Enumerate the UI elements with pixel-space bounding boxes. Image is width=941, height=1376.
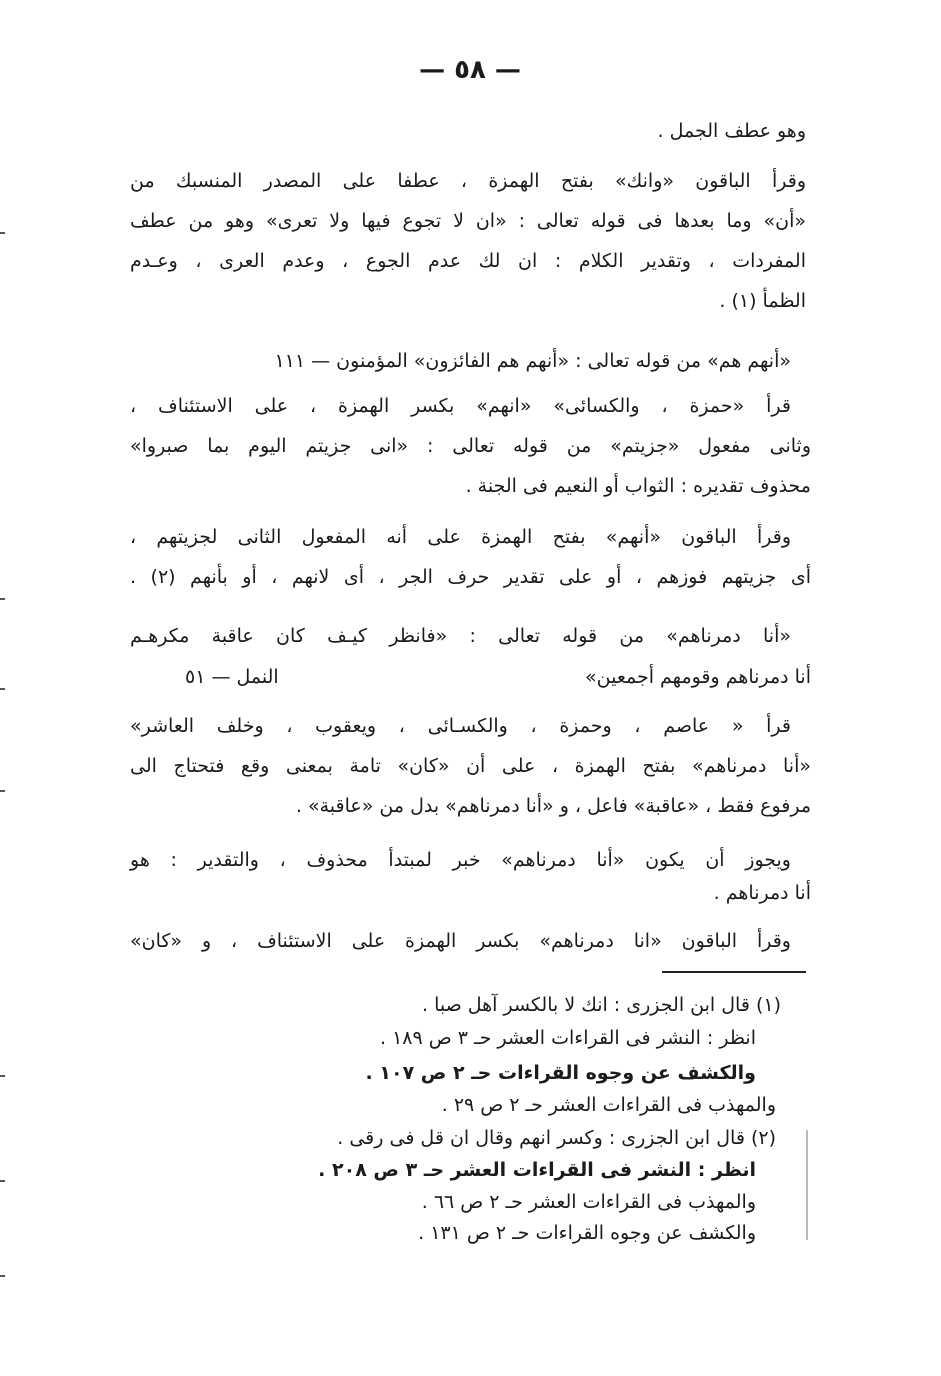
footnote-line: والكشف عن وجوه القراءات حـ ٢ ص ١٠٧ .: [365, 1062, 756, 1084]
text-line: «أنا دمرناهم» بفتح الهمزة ، على أن «كان» تامة بمعنى وقع فتحتاج الى: [130, 755, 811, 777]
text-line: وقرأ الباقون «وانك» بفتح الهمزة ، عطفا على المصدر المنسبك من: [130, 170, 806, 192]
verse-reference: النمل — ٥١: [185, 666, 279, 688]
scan-mark: [0, 1275, 5, 1277]
footnote-separator: [662, 971, 806, 973]
scan-mark: [806, 1130, 808, 1240]
scan-mark: [0, 232, 5, 234]
text-line: وهو عطف الجمل .: [657, 120, 806, 142]
footnote-line: (٢) قال ابن الجزرى : وكسر انهم وقال ان قل فى رقى .: [337, 1127, 776, 1149]
text-line: محذوف تقديره : الثواب أو النعيم فى الجنة .: [465, 475, 811, 497]
footnote-line: انظر : النشر فى القراءات العشر حـ ٣ ص ٢٠٨ .: [318, 1159, 756, 1181]
footnote-line: انظر : النشر فى القراءات العشر حـ ٣ ص ١٨٩ .: [380, 1027, 756, 1049]
text-line: قرأ «حمزة ، والكسائى» «انهم» بكسر الهمزة ، على الاستئناف ،: [130, 395, 791, 417]
scan-mark: [0, 1180, 5, 1182]
text-line: أى جزيتهم فوزهم ، أو على تقدير حرف الجر ، أى لانهم ، أو بأنهم (٢) .: [130, 566, 811, 588]
text-line: وثانى مفعول «جزيتم» من قوله تعالى : «انى جزيتم اليوم بما صبروا»: [130, 435, 811, 457]
text-line: ويجوز أن يكون «أنا دمرناهم» خبر لمبتدأ محذوف ، والتقدير : هو: [130, 849, 791, 871]
text-line: الظمأ (١) .: [719, 290, 806, 312]
scan-mark: [0, 688, 5, 690]
footnote-line: والمهذب فى القراءات العشر حـ ٢ ص ٦٦ .: [421, 1191, 756, 1213]
page-number: — ٥٨ —: [419, 55, 521, 85]
footnote-line: (١) قال ابن الجزرى : انك لا بالكسر آهل صبا .: [421, 994, 781, 1016]
text-line: أنا دمرناهم .: [713, 882, 811, 904]
text-line: قرأ « عاصم ، وحمزة ، والكسـائى ، ويعقوب ، وخلف العاشر»: [130, 715, 791, 737]
footnote-line: والمهذب فى القراءات العشر حـ ٢ ص ٢٩ .: [441, 1094, 776, 1116]
scan-mark: [0, 790, 5, 792]
verse-continuation: أنا دمرناهم وقومهم أجمعين»: [585, 666, 811, 688]
footnote-line: والكشف عن وجوه القراءات حـ ٢ ص ١٣١ .: [418, 1222, 756, 1244]
scan-mark: [0, 1075, 5, 1077]
text-line: «أن» وما بعدها فى قوله تعالى : «ان لا تجوع فيها ولا تعرى» وهو من عطف: [130, 210, 806, 232]
text-line: وقرأ الباقون «انا دمرناهم» بكسر الهمزة على الاستئناف ، و «كان»: [130, 930, 791, 952]
verse-heading: «أنهم هم» من قوله تعالى : «أنهم هم الفائزون» المؤمنون — ١١١: [274, 350, 791, 372]
verse-heading: «أنا دمرناهم» من قوله تعالى : «فانظر كيـف كان عاقبة مكرهـم: [130, 625, 791, 647]
text-line: وقرأ الباقون «أنهم» بفتح الهمزة على أنه المفعول الثانى لجزيتهم ،: [130, 526, 791, 548]
scan-mark: [0, 598, 5, 600]
text-line: مرفوع فقط ، «عاقبة» فاعل ، و «أنا دمرناهم» بدل من «عاقبة» .: [295, 795, 811, 817]
text-line: المفردات ، وتقدير الكلام : ان لك عدم الجوع ، وعدم العرى ، وعـدم: [130, 250, 806, 272]
